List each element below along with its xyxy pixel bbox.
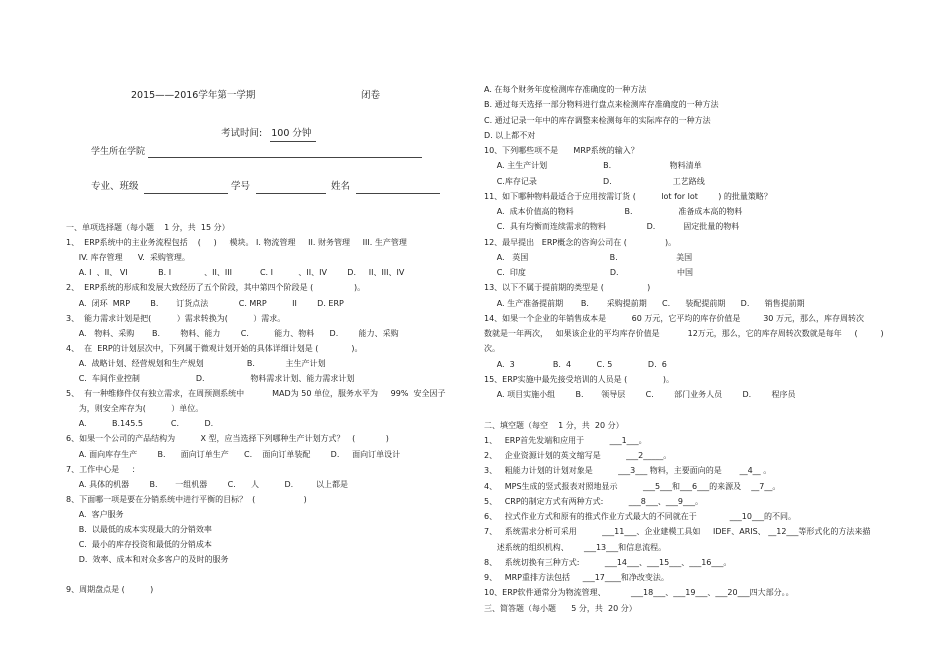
right-line: C.库存记录 D. 工艺路线 (484, 176, 705, 186)
left-line: C. 车间作业控制 D. 物料需求计划、能力需求计划 (66, 374, 355, 383)
right-line: 三、简答题（每小题 5 分，共 20 分） (484, 603, 637, 613)
right-line: 10、ERP软件通常分为物流管理、 ___18___、___19___、___20___四大部分。。 (484, 588, 794, 598)
left-line: 7、工作中心是 ： (66, 464, 140, 474)
left-line: 一、单项选择题（每小题 1 分，共 15 分） (66, 223, 230, 232)
left-line: A. I 、II、 VI B. I 、II、III C. I 、II、IV D. II、III、IV (66, 268, 405, 278)
right-line: 7、 系统需求分析可采用 ___11___、企业建模工具如 IDEF、ARIS、 __12___等形式化的方法来描 (484, 527, 871, 537)
right-line: 1、 ERP首先发端和应用于 ___1___。 (484, 435, 647, 445)
left-line: D. 效率、成本和对众多客户的及时的服务 (66, 555, 229, 565)
left-line: A. 具体的机器 B. 一组机器 C. 人 D. 以上都是 (66, 479, 349, 489)
right-line: 述系统的组织机构、 ___13___和信息流程。 (484, 542, 667, 552)
left-line: 8、下面哪一项是要在分销系统中进行平衡的目标？ ( ) (66, 494, 307, 504)
exam-time: 考试时间: 100 分钟 (221, 128, 312, 139)
right-line: A. 成本价值高的物料 B. 准备成本高的物料 (484, 207, 743, 216)
right-line: 次。 (484, 344, 500, 354)
right-line: A. 生产准备提前期 B. 采购提前期 C. 装配提前期 D. 销售提前期 (484, 298, 805, 308)
exam-time-underline (270, 141, 316, 142)
right-line: 5、 CRP的制定方式有两种方式: ___8___、___9___。 (484, 496, 703, 506)
left-line: 2、 ERP系统的形成和发展大致经历了五个阶段，其中第四个阶段是 ( )。 (66, 283, 366, 293)
right-line: A. 主生产计划 B. 物料清单 (484, 161, 702, 171)
right-line: A. 3 B. 4 C. 5 D. 6 (484, 359, 667, 369)
right-line: 12、最早提出 ERP概念的咨询公司在 ( )。 (484, 237, 677, 247)
left-line: B. 以最低的成本实现最大的分销效率 (66, 525, 212, 534)
exam-type: 闭卷 (361, 90, 381, 101)
left-line: A. 闭环 MRP B. 订货点法 C. MRP II D. ERP (66, 298, 344, 308)
right-line: C. 通过记录一年中的库存调整来检测每年的实际库存的一种方法 (484, 115, 711, 125)
right-line: 二、填空题（每空 1 分，共 20 分） (484, 420, 624, 430)
left-line: 3、 能力需求计划是把( ）需求转换为( ）需求。 (66, 313, 286, 323)
left-line: 5、 有一种维修件仅有独立需求，在周预测系统中 MAD为 50 单位，服务水平为 99% 安全因子 (66, 389, 446, 399)
student-id-field[interactable] (256, 193, 326, 194)
right-line: C. 具有均衡而连续需求的物料 D. 固定批量的物料 (484, 222, 740, 232)
name-label: 姓名 (331, 181, 351, 192)
major-class-label: 专业、班级 (91, 181, 139, 192)
left-line: A. 物料、采购 B. 物料、能力 C. 能力、物料 D. 能力、采购 (66, 328, 399, 338)
left-line: A. 面向库存生产 B. 面向订单生产 C. 面向订单装配 D. 面向订单设计 (66, 449, 401, 459)
left-line: A. B.145.5 C. D. (66, 419, 214, 429)
right-line: C. 印度 D. 中国 (484, 268, 694, 277)
left-line: 1、 ERP系统中的主业务流程包括 ( ) 模块。 I. 物流管理 II. 财务管理 III. 生产管理 (66, 238, 407, 248)
right-line: D. 以上都不对 (484, 130, 536, 140)
right-line: 14、如果一个企业的年销售成本是 60 万元，它平均的库存价值是 30 万元，那么，库存周转次 (484, 313, 864, 323)
right-line: 数就是一年两次， 如果该企业的平均库存价值是 12万元，那么，它的库存周转次数就是每年 ( ) (484, 329, 884, 338)
left-line: 4、 在 ERP的计划层次中，下列属于微观计划开始的具体详细计划是 ( )。 (66, 343, 363, 353)
left-line: A. 战略计划、经营规划和生产规划 B. 主生产计划 (66, 358, 326, 368)
right-line: 10、下列哪些项不是 MRP系统的输入？ (484, 146, 639, 155)
left-line: 为，则安全库存为( ）单位。 (66, 404, 204, 414)
right-line: 15、ERP实施中最先接受培训的人员是 ( )。 (484, 374, 675, 384)
right-line: 3、 粗能力计划的计划对象是 ___3___ 物料，主要面向的是 __4__ 。 (484, 466, 772, 476)
right-line: 2、 企业资源计划的英文缩写是 ___2_____。 (484, 451, 672, 460)
college-field[interactable] (148, 157, 422, 158)
name-field[interactable] (356, 193, 440, 194)
right-line: 6、 拉式作业方式和原有的推式作业方式最大的不同就在于 ___10___的不同。 (484, 512, 796, 521)
left-line: 6、如果一个公司的产品结构为 X 型，应当选择下列哪种生产计划方式？ ( ) (66, 434, 389, 444)
left-line: IV. 库存管理 V. 采购管理。 (66, 253, 190, 263)
left-line: 9、周期盘点是 ( ) (66, 585, 154, 595)
right-line: 9、 MRP重排方法包括 ___17____和净改变法。 (484, 573, 669, 582)
right-line: A. 在每个财务年度检测库存准确度的一种方法 (484, 85, 647, 94)
right-line: 8、 系统切换有三种方式: ___14___、___15___、___16___。 (484, 557, 732, 567)
left-line: C. 最小的库存投资和最低的分销成本 (66, 540, 212, 550)
student-id-label: 学号 (231, 181, 251, 192)
semester-title: 2015——2016学年第一学期 (131, 90, 256, 101)
right-line: B. 通过每天选择一部分物料进行盘点来检测库存准确度的一种方法 (484, 100, 719, 110)
college-label: 学生所在学院 (91, 147, 146, 157)
right-line: 4、 MPS生成的竖式报表对照地显示 ___5___和___6___的来源及 __7__。 (484, 481, 781, 491)
left-line: A. 客户服务 (66, 509, 124, 519)
right-line: 13、以下不属于提前期的类型是 ( ) (484, 283, 651, 293)
right-line: 11、如下哪种物料最适合于应用按需订货 ( lot for lot ) 的批量策略？ (484, 191, 772, 201)
major-class-field[interactable] (144, 193, 228, 194)
right-line: A. 项目实施小组 B. 领导层 C. 部门业务人员 D. 程序员 (484, 390, 796, 399)
right-line: A. 英国 B. 美国 (484, 252, 693, 262)
